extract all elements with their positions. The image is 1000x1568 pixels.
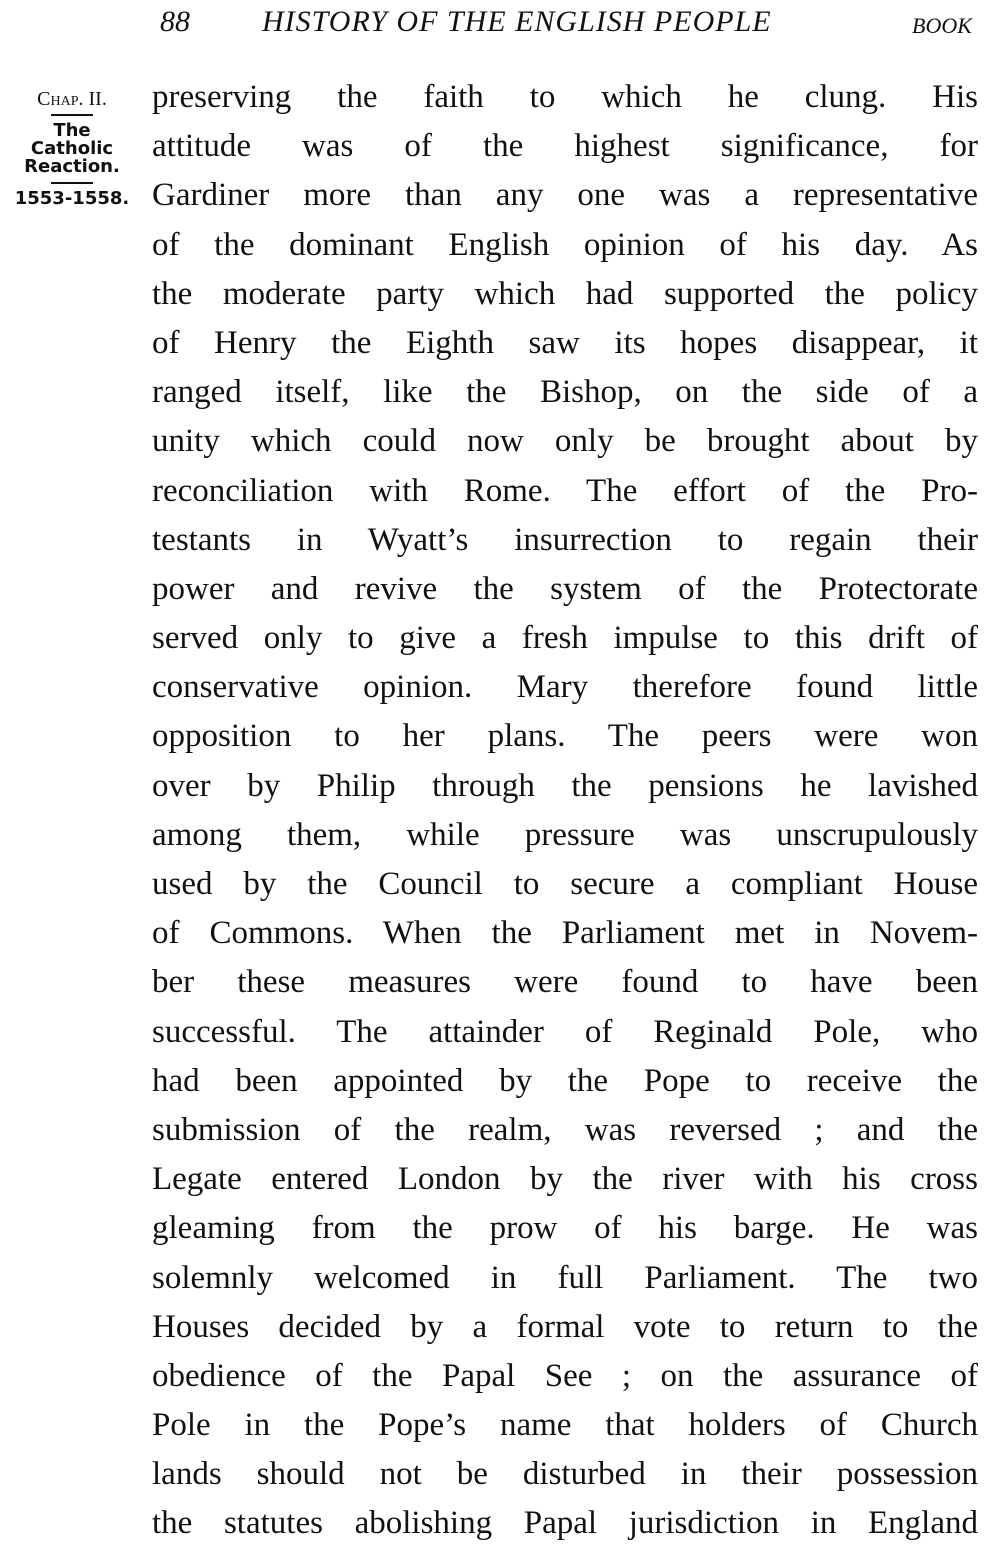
sidenote-topic-line: The	[53, 120, 91, 141]
body-line: lands should not be disturbed in their possession	[152, 1456, 978, 1493]
body-line: of Henry the Eighth saw its hopes disappear, it	[152, 324, 978, 361]
body-line: of Commons. When the Parliament met in Novem-	[152, 915, 978, 952]
body-line: ber these measures were found to have been	[152, 964, 978, 1001]
body-line: unity which could now only be brought about by	[152, 423, 978, 460]
body-line: Pole in the Pope’s name that holders of Church	[152, 1407, 978, 1444]
body-line: of the dominant English opinion of his day. As	[152, 226, 978, 263]
sidenote-topic-line: Reaction.	[24, 156, 120, 177]
page-number: 88	[160, 5, 190, 38]
body-line: Houses decided by a formal vote to return to the	[152, 1308, 978, 1345]
body-line: obedience of the Papal See ; on the assurance of	[152, 1357, 978, 1394]
body-line: the moderate party which had supported the policy	[152, 275, 978, 312]
body-line: preserving the faith to which he clung. His	[152, 79, 978, 115]
body-line: opposition to her plans. The peers were won	[152, 718, 978, 755]
body-line: used by the Council to secure a compliant House	[152, 866, 978, 902]
body-line: submission of the realm, was reversed ; and the	[152, 1111, 978, 1148]
book-label: BOOK	[912, 13, 972, 38]
running-title: HISTORY OF THE ENGLISH PEOPLE	[262, 5, 772, 38]
body-line: gleaming from the prow of his barge. He was	[152, 1210, 978, 1247]
body-line: had been appointed by the Pope to receive the	[152, 1062, 978, 1099]
body-text	[152, 73, 978, 1549]
body-line: conservative opinion. Mary therefore found little	[152, 669, 978, 706]
body-line: Gardiner more than any one was a representative	[152, 177, 978, 214]
body-line: power and revive the system of the Protectorate	[152, 570, 978, 607]
sidenote-topic-line: Catholic	[30, 138, 114, 159]
body-line: testants in Wyatt’s insurrection to regain their	[152, 521, 978, 558]
body-line: ranged itself, like the Bishop, on the side of a	[152, 374, 978, 411]
sidenote-topic	[6, 116, 138, 176]
chapter-label: Chap. II.	[37, 88, 107, 110]
body-line: among them, while pressure was unscrupulously	[152, 816, 978, 853]
sidenote-years: 1553-1558.	[14, 188, 130, 209]
body-line: attitude was of the highest significance, for	[152, 128, 978, 165]
body-line: Legate entered London by the river with his cross	[152, 1161, 978, 1198]
running-head	[0, 2, 1000, 42]
body-line: solemnly welcomed in full Parliament. The two	[152, 1259, 978, 1296]
margin-sidenote	[6, 84, 138, 214]
body-line: reconciliation with Rome. The effort of the Pro-	[152, 472, 978, 509]
body-line: the statutes abolishing Papal jurisdiction in England	[152, 1505, 978, 1542]
body-line: served only to give a fresh impulse to this drift of	[152, 620, 978, 657]
body-line: successful. The attainder of Reginald Pole, who	[152, 1013, 978, 1050]
body-line: over by Philip through the pensions he lavished	[152, 767, 978, 804]
